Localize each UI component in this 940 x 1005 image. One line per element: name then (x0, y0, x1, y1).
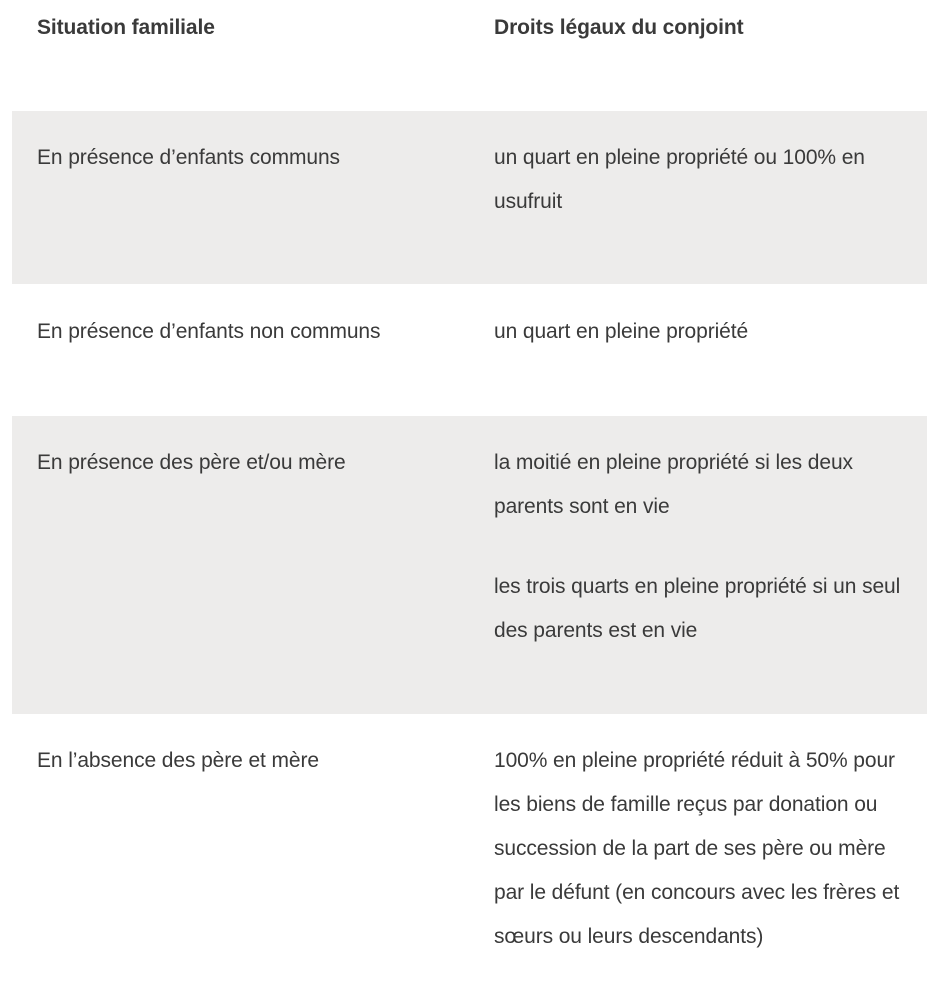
row-droits (494, 136, 914, 224)
header-situation: Situation familiale (37, 16, 215, 39)
row-droits-text: les trois quarts en pleine propriété si un seul des parents est en vie (494, 575, 901, 642)
row-droits-text: un quart en pleine propriété (494, 320, 749, 343)
table-row (12, 714, 927, 1005)
header-droits: Droits légaux du conjoint (494, 16, 744, 39)
row-situation: En présence d’enfants communs (37, 146, 340, 169)
row-droits-text: la moitié en pleine propriété si les deux parents sont en vie (494, 451, 853, 518)
row-situation: En l’absence des père et mère (37, 749, 319, 772)
row-droits-text: un quart en pleine propriété ou 100% en usufruit (494, 146, 865, 213)
row-situation: En présence des père et/ou mère (37, 451, 346, 474)
row-situation: En présence d’enfants non communs (37, 320, 381, 343)
row-droits (494, 739, 914, 959)
table-row (12, 416, 927, 714)
table-row (12, 284, 927, 416)
table-row (12, 111, 927, 284)
table-header-row (12, 6, 927, 50)
row-droits (494, 441, 914, 653)
row-droits-text: 100% en pleine propriété réduit à 50% pour les biens de famille reçus par donation ou succession de la part de ses père ou mère par le défunt (en concours avec les frères et sœurs ou leurs descendants) (494, 749, 900, 948)
row-droits (494, 310, 914, 354)
